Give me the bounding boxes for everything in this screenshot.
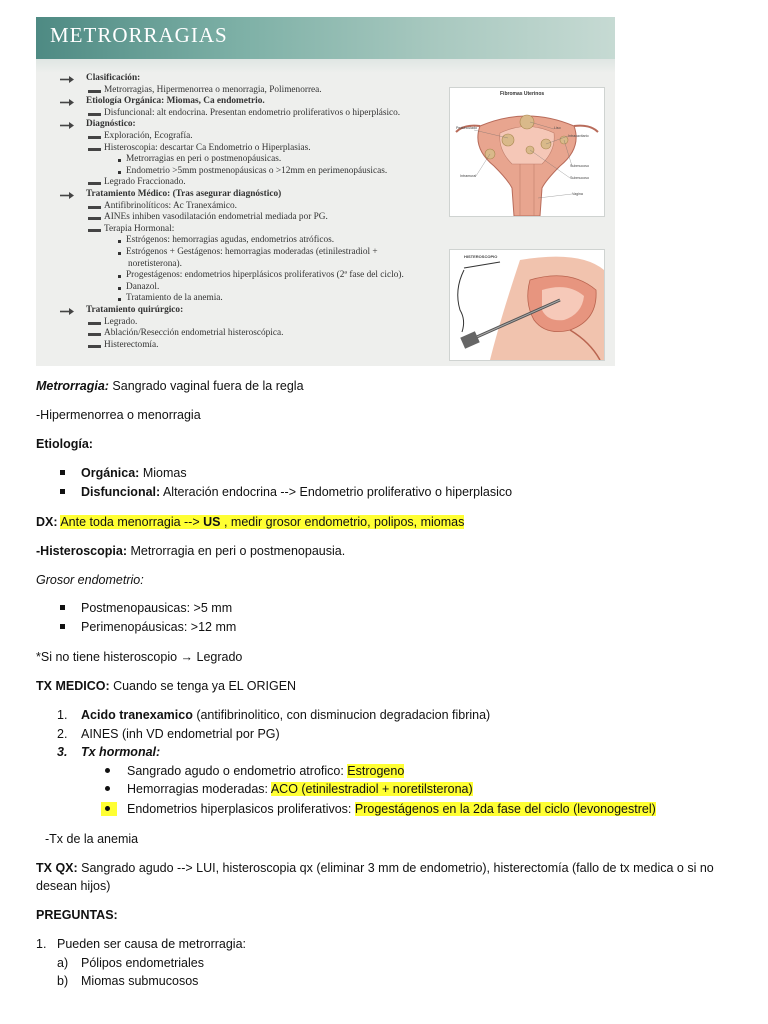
etiologia-item <box>81 486 512 499</box>
definition-text: Sangrado vaginal fuera de la regla <box>108 379 304 393</box>
answer-letter: a) <box>57 956 69 970</box>
fig2-label: HISTEROSCOPIO <box>464 254 498 259</box>
answer-text: Miomas submucosos <box>81 974 199 988</box>
slide-outline-item: Endometrio >5mm postmenopáusicas o >12mm en perimenopáusicas. <box>126 165 388 176</box>
etiologia-heading: Etiología: <box>36 437 93 451</box>
bullet-square <box>60 489 65 494</box>
tx-number: 1. <box>57 708 68 722</box>
tx-item: AINES (inh VD endometrial por PG) <box>81 727 280 741</box>
slide-outline-item: AINEs inhiben vasodilatación endometrial mediada por PG. <box>104 212 328 223</box>
etiologia-item <box>81 467 187 480</box>
question-text: Pueden ser causa de metrorragia: <box>57 937 246 951</box>
fibroids-figure-title: Fibromas Uterinos <box>500 91 545 97</box>
etiologia-text: Alteración endocrina --> Endometrio proliferativo o hiperplasico <box>160 485 513 499</box>
slide-outline-item: noretisterona). <box>128 258 182 269</box>
slide-outline-item: Terapia Hormonal: <box>104 223 175 234</box>
etiologia-text: Miomas <box>139 466 187 480</box>
slide-outline-item: Legrado Fraccionado. <box>104 177 186 188</box>
fig1-label: Intramural <box>460 174 477 178</box>
uterus-illustration <box>450 88 604 216</box>
dash-bullet <box>88 182 101 185</box>
slide-outline-item: Estrógenos + Gestágenos: hemorragias moderadas (etinilestradiol + <box>126 247 378 257</box>
hysteroscope-illustration <box>450 250 604 360</box>
hormonal-text: Sangrado agudo o endometrio atrofico: <box>127 764 348 778</box>
hormonal-item <box>127 765 404 778</box>
legrado-line: *Si no tiene histeroscopio → Legrado <box>36 650 243 664</box>
fig1-label: Submucoso <box>570 164 589 168</box>
tx-qx-text: Sangrado agudo --> LUI, histeroscopia qx (eliminar 3 mm de endometrio), histerectomía (fallo de tx medica o si no <box>77 861 714 875</box>
hormonal-highlight: ACO (etinilestradiol + noretilsterona) <box>270 782 473 796</box>
arrow-bullet-icon <box>60 308 74 315</box>
hormonal-highlight: Progestágenos en la 2da fase del ciclo (levonogestrel) <box>354 802 656 816</box>
dash-bullet <box>88 136 101 139</box>
dash-bullet <box>88 333 101 336</box>
bullet-square <box>60 605 65 610</box>
tx-item: Tx hormonal: <box>81 745 161 759</box>
question-number: 1. <box>36 937 47 951</box>
slide-outline-item: Danazol. <box>126 281 160 292</box>
slide-outline-item: Histerectomía. <box>104 339 159 350</box>
dx-text: , medir grosor endometrio, polipos, miomas <box>220 515 465 529</box>
preguntas-heading: PREGUNTAS: <box>36 908 118 922</box>
arrow-bullet-icon <box>60 99 74 106</box>
fig1-label: Pedunculado <box>456 126 477 130</box>
bullet-square <box>60 470 65 475</box>
bullet-dot <box>105 786 110 791</box>
definition-term: Metrorragia: <box>36 379 109 393</box>
bullet-square <box>60 624 65 629</box>
slide-outline-item: Histeroscopia: descartar Ca Endometrio o Hiperplasias. <box>104 142 311 153</box>
etiologia-term: Disfuncional: <box>81 485 161 499</box>
square-bullet <box>118 275 121 278</box>
square-bullet <box>118 240 121 243</box>
slide-outline-item: Tratamiento Médico: (Tras asegurar diagnóstico) <box>86 189 282 199</box>
tx-medico-text: Cuando se tenga ya EL ORIGEN <box>109 679 297 693</box>
answer-text: Pólipos endometriales <box>81 956 204 970</box>
hormonal-text: Endometrios hiperplasicos proliferativos: <box>127 802 355 816</box>
dx-line <box>36 516 464 529</box>
dash-bullet <box>88 217 101 220</box>
hysteroscope-figure <box>449 249 605 361</box>
dash-bullet <box>88 229 101 232</box>
dx-label: DX: <box>36 515 58 529</box>
dash-bullet <box>88 206 101 209</box>
slide-outline-item: Progestágenos: endometrios hiperplásicos proliferativos (2ª fase del ciclo). <box>126 270 404 281</box>
hormonal-text: Hemorragias moderadas: <box>127 782 271 796</box>
slide-outline-item: Etiología Orgánica: Miomas, Ca endometrio. <box>86 96 265 107</box>
arrow-bullet-icon <box>60 192 74 199</box>
slide-outline-item: Disfuncional: alt endocrina. Presentan endometrio proliferativos o hiperplásico. <box>104 107 401 118</box>
slide-outline-item: Metrorragias, Hipermenorrea o menorragia, Polimenorrea. <box>104 84 322 95</box>
slide-outline-item: Ablación/Resección endometrial histeroscópica. <box>104 328 284 339</box>
slide-title: METRORRAGIAS <box>50 23 228 47</box>
hormonal-highlight: Estrogeno <box>347 764 405 778</box>
dx-text: Ante toda menorragia --> <box>60 515 204 529</box>
slide-outline-item: Estrógenos: hemorragias agudas, endometrios atróficos. <box>126 235 335 246</box>
fig1-label: Submucoso <box>570 176 589 180</box>
fig1-label: Liso <box>554 126 561 130</box>
fig1-label: Intracavitario <box>568 134 589 138</box>
square-bullet <box>118 159 121 162</box>
bullet-dot <box>105 768 110 773</box>
histeroscopia-line <box>36 545 345 558</box>
tx-item <box>81 709 490 722</box>
tx-qx-line <box>36 862 714 875</box>
slide-outline-item: Antifibrinolíticos: Ac Tranexámico. <box>104 200 237 211</box>
dash-bullet <box>88 113 101 116</box>
histeroscopia-term: -Histeroscopia: <box>36 544 127 558</box>
grosor-heading: Grosor endometrio: <box>36 573 144 587</box>
slide-outline-item: Tratamiento de la anemia. <box>126 293 223 304</box>
slide-outline-item: Exploración, Ecografía. <box>104 131 193 141</box>
dash-bullet <box>88 322 101 325</box>
tx-qx-line: desean hijos) <box>36 879 111 893</box>
square-bullet <box>118 298 121 301</box>
definition-line <box>36 380 304 393</box>
tx-number: 2. <box>57 727 68 741</box>
square-bullet <box>118 252 121 255</box>
slide-outline-item: Metrorragias en peri o postmenopáusicas. <box>126 154 282 165</box>
arrow-bullet-icon <box>60 76 74 83</box>
fig1-label: Vagina <box>572 192 583 196</box>
tx-medico-line <box>36 680 296 693</box>
hormonal-item <box>127 783 473 796</box>
dash-bullet <box>88 345 101 348</box>
slide-outline-item: Clasificación: <box>86 73 141 83</box>
dx-us: US <box>203 515 221 529</box>
grosor-item: Postmenopausicas: >5 mm <box>81 601 233 615</box>
tx-item-text: (antifibrinolitico, con disminucion degradacion fibrina) <box>192 708 491 722</box>
square-bullet <box>118 171 121 174</box>
slide-outline-item: Legrado. <box>104 316 138 327</box>
answer-letter: b) <box>57 974 69 988</box>
hormonal-item <box>127 803 656 816</box>
bullet-dot <box>105 806 110 811</box>
fibroids-figure <box>449 87 605 217</box>
hipermenorrea-line: -Hipermenorrea o menorragia <box>36 408 201 422</box>
dash-bullet <box>88 90 101 93</box>
tx-number: 3. <box>57 745 68 759</box>
slide-outline-item: Tratamiento quirúrgico: <box>86 305 184 315</box>
slide-header <box>36 17 615 59</box>
dx-highlight <box>60 515 464 529</box>
arrow-bullet-icon <box>60 122 74 129</box>
tx-qx-label: TX QX: <box>36 861 78 875</box>
slide-image <box>36 17 615 366</box>
grosor-item: Perimenopáusicas: >12 mm <box>81 620 237 634</box>
anemia-line: -Tx de la anemia <box>45 832 139 846</box>
etiologia-term: Orgánica: <box>81 466 140 480</box>
square-bullet <box>118 287 121 290</box>
dash-bullet <box>88 148 101 151</box>
tx-medico-label: TX MEDICO: <box>36 679 110 693</box>
histeroscopia-text: Metrorragia en peri o postmenopausia. <box>127 544 346 558</box>
slide-band <box>36 59 615 73</box>
tx-item-term: Acido tranexamico <box>81 708 193 722</box>
slide-outline-item: Diagnóstico: <box>86 119 136 130</box>
